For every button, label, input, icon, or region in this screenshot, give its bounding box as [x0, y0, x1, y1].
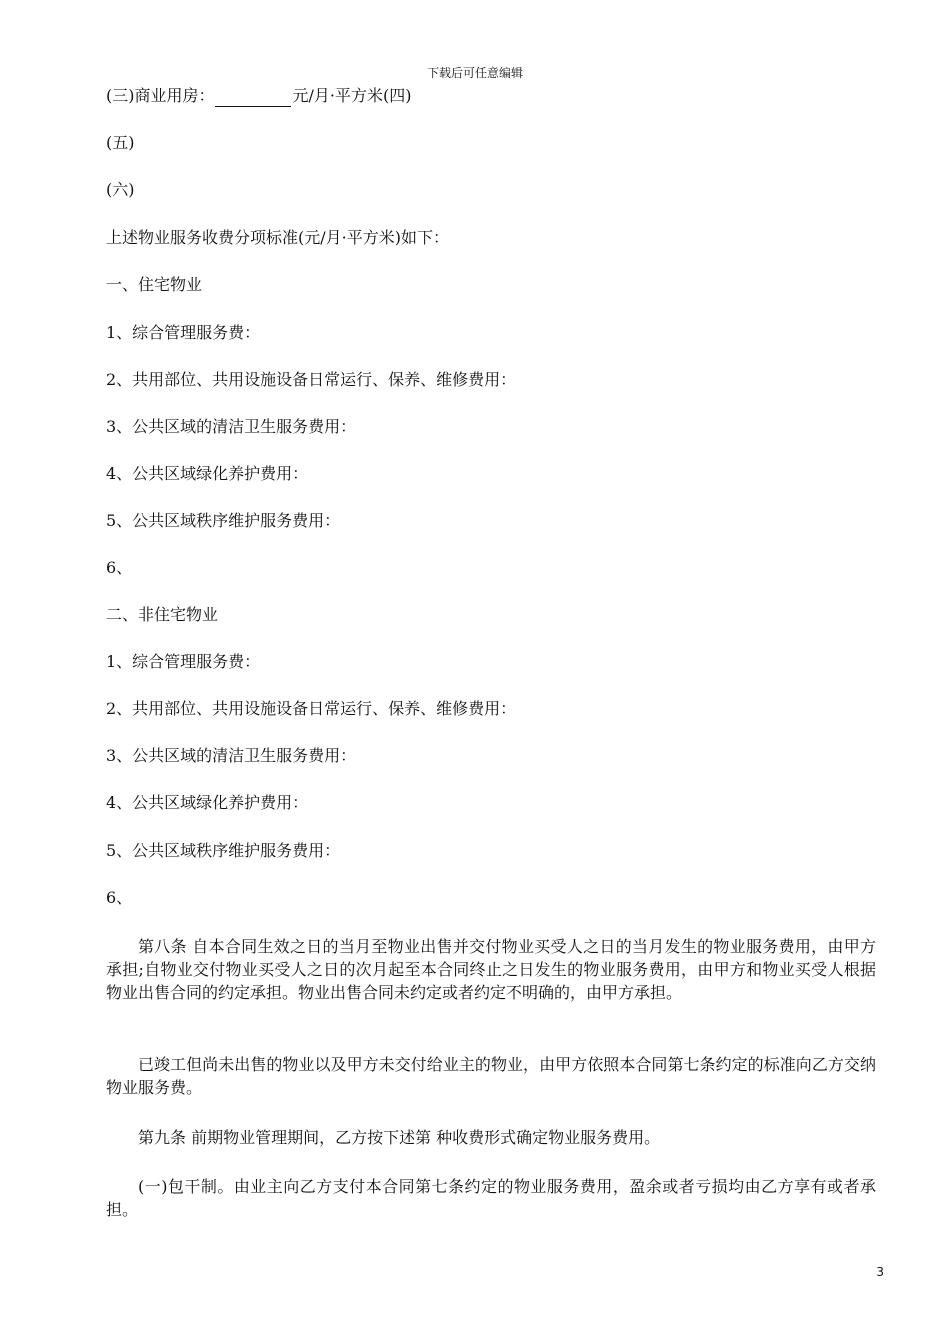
paragraph: (六) — [106, 180, 135, 199]
blank-fill-line — [215, 91, 291, 107]
list-item: 6、 — [106, 888, 133, 907]
commercial-housing-label: (三)商业用房： — [106, 86, 215, 105]
section-heading-non-residential: 二、非住宅物业 — [106, 605, 219, 624]
paragraph: (五) — [106, 133, 135, 152]
paragraph-commercial-housing — [106, 84, 876, 107]
list-item: 2、共用部位、共用设施设备日常运行、保养、维修费用： — [106, 370, 517, 389]
list-item: 4、公共区域绿化养护费用： — [106, 793, 309, 812]
list-item: 1、综合管理服务费： — [106, 652, 261, 671]
paragraph-lump-sum: (一)包干制。由业主向乙方支付本合同第七条约定的物业服务费用，盈余或者亏损均由乙方享有或者承担。 — [106, 1177, 876, 1219]
section-heading-residential: 一、住宅物业 — [106, 275, 203, 294]
page-number: 3 — [876, 1265, 884, 1279]
list-item: 1、综合管理服务费： — [106, 323, 261, 342]
list-item: 5、公共区域秩序维护服务费用： — [106, 841, 341, 860]
article-eight: 第八条 自本合同生效之日的当月至物业出售并交付物业买受人之日的当月发生的物业服务费用，由甲方承担;自物业交付物业买受人之日的次月起至本合同终止之日发生的物业服务费用，由甲方和物业买受人根据物业出售合同的约定承担。物业出售合同未约定或者约定不明确的，由甲方承担。 — [106, 937, 876, 1002]
list-item: 2、共用部位、共用设施设备日常运行、保养、维修费用： — [106, 699, 517, 718]
article-nine: 第九条 前期物业管理期间，乙方按下述第 种收费形式确定物业服务费用。 — [138, 1128, 661, 1147]
list-item: 3、公共区域的清洁卫生服务费用： — [106, 746, 357, 765]
list-item: 6、 — [106, 558, 133, 577]
list-item: 5、公共区域秩序维护服务费用： — [106, 511, 341, 530]
commercial-housing-unit: 元/月·平方米(四) — [292, 86, 412, 105]
list-item: 4、公共区域绿化养护费用： — [106, 464, 309, 483]
header-watermark-text: 下载后可任意编辑 — [426, 66, 523, 80]
list-item: 3、公共区域的清洁卫生服务费用： — [106, 417, 357, 436]
paragraph: 上述物业服务收费分项标准(元/月·平方米)如下： — [106, 228, 449, 247]
paragraph-unsold-property: 已竣工但尚未出售的物业以及甲方未交付给业主的物业，由甲方依照本合同第七条约定的标准向乙方交纳物业服务费。 — [106, 1055, 876, 1097]
